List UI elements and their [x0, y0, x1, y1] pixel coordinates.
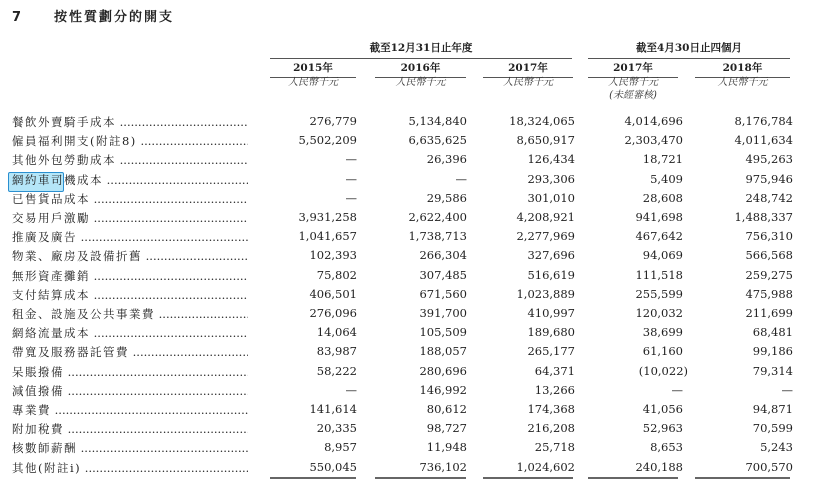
cell-value: 174,368 — [527, 402, 575, 416]
cell-value: 307,485 — [419, 267, 467, 282]
cell-value: 391,700 — [419, 306, 467, 320]
row-label — [12, 364, 248, 380]
cell-value: 94,069 — [642, 248, 683, 263]
table-row — [0, 133, 840, 152]
section-heading: 按性質劃分的開支 — [54, 10, 175, 25]
cell-value: 5,134,840 — [408, 114, 467, 128]
table-row — [0, 402, 840, 421]
table-row — [0, 248, 840, 267]
cell-value: 550,045 — [309, 459, 357, 474]
row-label-text: 餐飲外賣騎手成本 — [12, 115, 116, 129]
cell-value: — — [345, 171, 357, 186]
cell-value: 188,057 — [419, 344, 467, 359]
cell-value: 516,619 — [527, 267, 575, 282]
cell-value: 75,802 — [316, 267, 357, 282]
cell-value: 94,871 — [752, 402, 793, 416]
row-label — [12, 402, 248, 418]
table-row — [0, 364, 840, 383]
cell-value: 120,032 — [635, 306, 683, 320]
section-number: 7 — [12, 10, 24, 25]
unit-label — [695, 76, 790, 89]
cell-value: 280,696 — [419, 363, 467, 378]
unit-label — [483, 76, 573, 89]
unit-label — [270, 76, 356, 89]
cell-value: 8,653 — [650, 440, 683, 455]
row-label-text: 核數師薪酬 — [12, 441, 77, 456]
table-row — [0, 306, 840, 325]
cell-value: 8,957 — [324, 440, 357, 455]
year-header: 2018年 — [695, 60, 790, 78]
cell-value: 5,409 — [650, 171, 683, 186]
cell-value: (10,022) — [638, 363, 688, 378]
table-row — [0, 210, 840, 229]
table-row — [0, 191, 840, 210]
table-row — [0, 460, 840, 479]
row-label — [12, 229, 248, 245]
row-label-text: 無形資產攤銷 — [12, 268, 90, 283]
cell-value: 8,176,784 — [734, 114, 793, 128]
table-row — [0, 172, 840, 191]
row-label — [12, 114, 248, 130]
table-row — [0, 421, 840, 440]
year-header: 2017年 — [483, 60, 573, 78]
cell-value: 475,988 — [745, 286, 793, 301]
cell-value: 68,481 — [752, 325, 793, 340]
row-label-text: 租金、設施及公共事業費 — [12, 307, 155, 321]
row-label-text: 物業、廠房及設備折舊 — [12, 249, 142, 264]
cell-value: 102,393 — [309, 248, 357, 263]
cell-value: 266,304 — [419, 248, 467, 263]
row-label-text: 交易用戶激勵 — [12, 211, 90, 225]
row-label — [12, 344, 248, 360]
row-label — [12, 152, 248, 168]
cell-value: 80,612 — [426, 402, 467, 416]
cell-value: 2,277,969 — [516, 229, 575, 244]
row-label-text: 已售貨品成本 — [12, 191, 90, 206]
group-header-months: 截至4月30日止四個月 — [588, 40, 790, 59]
row-label — [12, 210, 248, 226]
unit-label — [375, 76, 466, 89]
currency-unit: 人民幣千元 — [503, 77, 553, 88]
cell-value: 41,056 — [642, 402, 683, 416]
cell-value: 255,599 — [635, 286, 683, 301]
row-label-text: 網絡流量成本 — [12, 326, 90, 341]
cell-value: 20,335 — [316, 421, 357, 436]
cell-value: 70,599 — [752, 421, 793, 436]
cell-value: 61,160 — [642, 344, 683, 359]
cell-value: — — [671, 382, 683, 397]
cell-value: 259,275 — [745, 267, 793, 282]
table-row — [0, 152, 840, 171]
cell-value: 1,488,337 — [734, 210, 793, 224]
row-label-text: 減值撥備 — [12, 383, 64, 398]
cell-value: 248,742 — [745, 190, 793, 205]
row-label-text: 推廣及廣告 — [12, 230, 77, 245]
currency-unit: 人民幣千元 — [717, 77, 768, 88]
year-header: 2015年 — [270, 60, 356, 78]
row-label — [12, 325, 248, 341]
unit-label — [588, 76, 678, 102]
row-label — [12, 421, 248, 437]
row-label-text: 支付結算成本 — [12, 287, 90, 302]
cell-value: 13,266 — [534, 382, 575, 397]
cell-value: 941,698 — [635, 210, 683, 224]
cell-value: 141,614 — [309, 402, 357, 416]
row-label — [12, 191, 248, 207]
cell-value: 216,208 — [527, 421, 575, 436]
cell-value: 467,642 — [635, 229, 683, 244]
cell-value: 975,946 — [745, 171, 793, 186]
cell-value: 293,306 — [527, 171, 575, 186]
cell-value: 38,699 — [642, 325, 683, 340]
row-label-text: 附加稅費 — [12, 422, 64, 437]
cell-value: 495,263 — [745, 152, 793, 167]
table-row — [0, 440, 840, 459]
cell-value: 1,023,889 — [516, 286, 575, 301]
row-label — [12, 306, 248, 322]
table-row — [0, 114, 840, 133]
currency-unit: 人民幣千元 — [288, 77, 338, 88]
cell-value: 14,064 — [316, 325, 357, 340]
cell-value: 265,177 — [527, 344, 575, 359]
row-label-text: 帶寬及服務器託管費 — [12, 345, 129, 360]
cell-value: 736,102 — [419, 459, 467, 474]
cell-value: 26,396 — [426, 152, 467, 167]
row-label — [12, 133, 248, 149]
table-row — [0, 287, 840, 306]
unaudited-note: (未經審核) — [609, 90, 657, 101]
row-label — [12, 248, 248, 264]
row-label-text: 網約車司機成本 — [12, 172, 103, 187]
cell-value: 52,963 — [642, 421, 683, 436]
section-title — [12, 6, 174, 25]
cell-value: 1,738,713 — [408, 229, 467, 244]
cell-value: 5,502,209 — [298, 133, 357, 148]
year-header: 2016年 — [375, 60, 466, 78]
cell-value: 79,314 — [752, 363, 793, 378]
cell-value: 240,188 — [635, 459, 683, 474]
cell-value: 2,303,470 — [624, 133, 683, 148]
cell-value: 756,310 — [745, 229, 793, 244]
currency-unit: 人民幣千元 — [395, 77, 446, 88]
cell-value: 98,727 — [426, 421, 467, 436]
cell-value: 301,010 — [527, 190, 575, 205]
row-label — [12, 460, 248, 476]
cell-value: 327,696 — [527, 248, 575, 263]
cell-value: — — [455, 171, 467, 186]
cell-value: 406,501 — [309, 286, 357, 301]
cell-value: — — [345, 152, 357, 167]
table-row — [0, 268, 840, 287]
cell-value: 58,222 — [316, 363, 357, 378]
cell-value: — — [345, 382, 357, 397]
cell-value: 211,699 — [745, 306, 793, 320]
cell-value: 189,680 — [527, 325, 575, 340]
cell-value: 1,041,657 — [298, 229, 357, 244]
cell-value: 5,243 — [760, 440, 793, 455]
cell-value: 28,608 — [642, 190, 683, 205]
row-label-text: 呆賬撥備 — [12, 364, 64, 379]
row-label-text: 其他外包勞動成本 — [12, 153, 116, 168]
cell-value: 4,014,696 — [624, 114, 683, 128]
row-label-text: 其他(附註i) — [12, 460, 82, 475]
row-label — [12, 440, 248, 456]
table-row — [0, 325, 840, 344]
cell-value: 410,997 — [527, 306, 575, 320]
year-header: 2017年 — [588, 60, 678, 78]
cell-value: 6,635,625 — [408, 133, 467, 148]
cell-value: 18,721 — [642, 152, 683, 167]
cell-value: 4,011,634 — [734, 133, 793, 148]
row-label — [12, 383, 248, 399]
row-label — [12, 287, 248, 303]
cell-value: 99,186 — [752, 344, 793, 359]
group-header-year: 截至12月31日止年度 — [270, 40, 572, 59]
cell-value: 1,024,602 — [516, 459, 575, 474]
row-label — [12, 268, 248, 284]
row-label-text: 僱員福利開支(附註8) — [12, 134, 137, 149]
cell-value: 111,518 — [635, 267, 683, 282]
table-row — [0, 344, 840, 363]
cell-value: — — [781, 382, 793, 397]
cell-value: 18,324,065 — [509, 114, 575, 128]
cell-value: 276,096 — [309, 306, 357, 320]
table-row — [0, 229, 840, 248]
cell-value: 105,509 — [419, 325, 467, 340]
cell-value: 11,948 — [426, 440, 467, 455]
cell-value: 671,560 — [419, 286, 467, 301]
cell-value: 4,208,921 — [516, 210, 575, 224]
cell-value: 83,987 — [316, 344, 357, 359]
cell-value: 8,650,917 — [516, 133, 575, 148]
currency-unit: 人民幣千元 — [608, 77, 658, 88]
cell-value: 126,434 — [527, 152, 575, 167]
cell-value: 2,622,400 — [408, 210, 467, 224]
cell-value: 566,568 — [745, 248, 793, 263]
cell-value: — — [345, 190, 357, 205]
cell-value: 64,371 — [534, 363, 575, 378]
table-row — [0, 383, 840, 402]
row-label-text: 專業費 — [12, 403, 51, 417]
cell-value: 3,931,258 — [298, 210, 357, 224]
cell-value: 700,570 — [745, 459, 793, 474]
row-label — [12, 172, 248, 188]
cell-value: 146,992 — [419, 382, 467, 397]
cell-value: 276,779 — [309, 114, 357, 128]
cell-value: 25,718 — [534, 440, 575, 455]
cell-value: 29,586 — [426, 190, 467, 205]
